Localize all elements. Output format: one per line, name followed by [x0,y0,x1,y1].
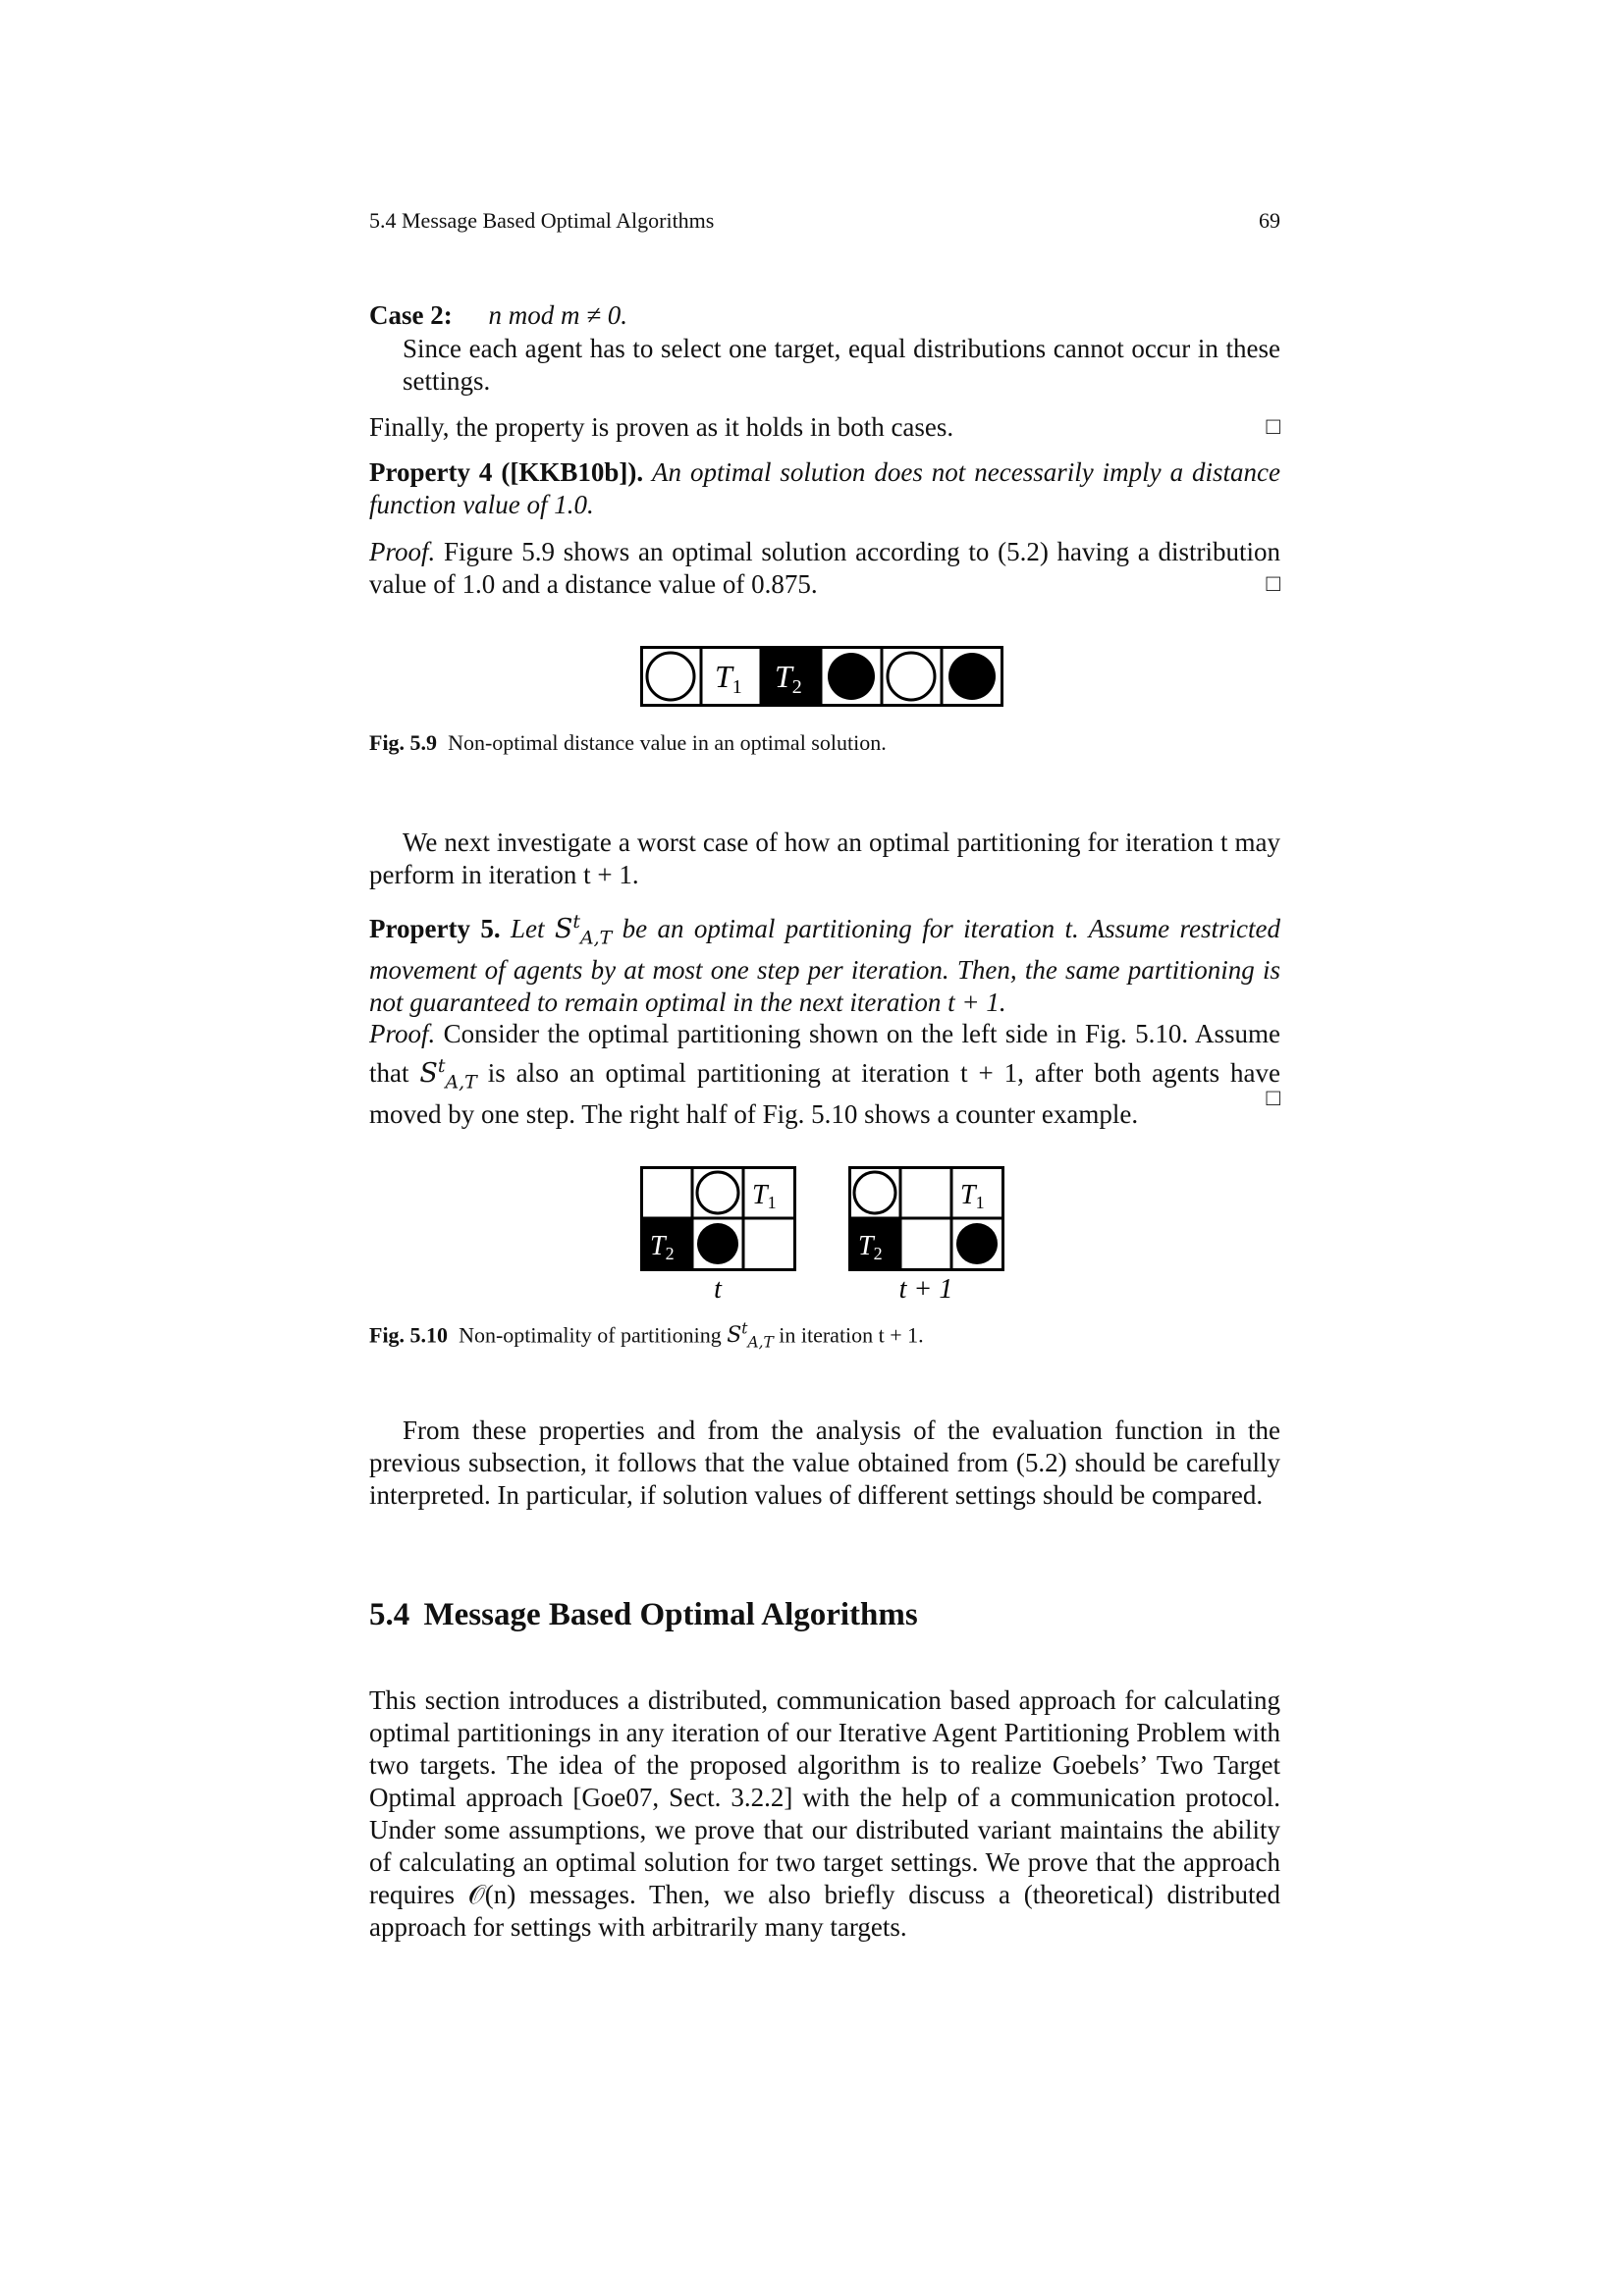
para-from [369,1415,1280,1512]
agent-empty-circle [888,653,935,700]
property5-line3: not guaranteed to remain optimal in the next iteration t + 1. [369,988,1006,1018]
agent-filled-circle [948,653,996,700]
fig510-caption: Fig. 5.10 Non-optimality of partitioning $S^t_{A,T}$ in iteration t + 1. [369,1320,924,1352]
property5-label: Property 5. [369,914,501,943]
section-line: optimal partitionings in any iteration of our Iterative Agent Partitioning Problem with [369,1718,1280,1747]
target1-label: T1 [960,1180,985,1212]
finally-paragraph [369,411,1280,444]
proof5-label: Proof. [369,1019,436,1048]
fig510-left-label: t [714,1274,722,1304]
fig59-caption-text: Non-optimal distance value in an optimal solution. [448,730,887,755]
para-next-line1: We next investigate a worst case of how an optimal partitioning for iteration t may [403,828,1280,857]
para-from-line3: interpreted. In particular, if solution values of different settings should be compared. [369,1480,1264,1510]
target2-label: T2 [650,1231,675,1263]
proof4 [369,536,1280,601]
target1-label: T1 [715,659,742,698]
property5-line2: movement of agents by at most one step per iteration. Then, the same partitioning is [369,955,1280,986]
section-line: requires 𝒪(n) messages. Then, we also briefly discuss a (theoretical) distributed [369,1880,1280,1909]
partition-symbol: $S^t_{A,T}$ [419,1055,477,1094]
fig59-caption [369,730,887,756]
case2-line2: settings. [403,366,491,396]
fig510-grids [640,1166,1009,1304]
para-from-line2: previous subsection, it follows that the value obtained from (5.2) should be carefully [369,1448,1280,1477]
target2-label: T2 [858,1231,883,1263]
qed-symbol: □ [1266,414,1280,440]
case2-label: Case 2: [369,300,453,330]
section-heading [369,1597,918,1633]
agent-empty-circle [697,1172,738,1213]
para-next-line2: perform in iteration t + 1. [369,860,639,889]
partition-symbol: $S^t_{A,T}$ [554,911,613,949]
case2-body [403,333,1280,398]
property5: Property 5. Let $S^t_{A,T}$ be an optimal partitioning for iteration t. Assume restricted movement of agents by at most one step per iteration. Then, the same partitioning is not guaranteed to remain optimal in the next iteration t + 1. [369,911,1280,1018]
proof5: Proof. Consider the optimal partitioning shown on the left side in Fig. 5.10. Assume that $S^t_{A,T}$ is also an optimal partitioning at iteration t + 1, after both agents have moved by one step. The right half of Fig. 5.10 shows a counter example. □ [369,1019,1280,1130]
property4-label: Property 4 ([KKB10b]). [369,457,644,487]
para-from-line1: From these properties and from the analysis of the evaluation function in the [403,1415,1280,1445]
section-line: of calculating an optimal solution for two target settings. We prove that the approach [369,1847,1280,1877]
section-line: approach for settings with arbitrarily many targets. [369,1912,907,1942]
header-section: 5.4 Message Based Optimal Algorithms [369,208,715,233]
section-line: This section introduces a distributed, communication based approach for calculating [369,1685,1280,1715]
target1-label: T1 [752,1180,777,1212]
page-number: 69 [1259,208,1280,233]
section-line: Optimal approach [Goe07, Sect. 3.2.2] with the help of a communication protocol. [369,1783,1280,1812]
agent-filled-circle [697,1223,738,1264]
agent-filled-circle [828,653,875,700]
case2-heading [369,299,1280,332]
partition-symbol: $S^t_{A,T}$ [727,1320,774,1352]
section-paragraph [369,1684,1280,1944]
agent-empty-circle [854,1172,895,1213]
proof4-line1: Figure 5.9 shows an optimal solution according to (5.2) having a distribution [444,537,1281,566]
proof5-line1: Consider the optimal partitioning shown on the left side in Fig. 5.10. Assume [443,1019,1280,1048]
figure-5-9 [640,646,1003,707]
property4-line2: function value of 1.0. [369,490,594,519]
fig59-caption-label: Fig. 5.9 [369,730,438,755]
running-header [369,208,1280,238]
section-title: Message Based Optimal Algorithms [423,1597,918,1632]
section-line: two targets. The idea of the proposed algorithm is to realize Goebels’ Two Target [369,1750,1280,1780]
agent-empty-circle [647,653,694,700]
section-line: Under some assumptions, we prove that our distributed variant maintains the ability [369,1815,1280,1844]
case2-formula: n mod m ≠ 0. [488,300,628,330]
para-next [369,827,1280,891]
proof5-line3: moved by one step. The right half of Fig. 5.10 shows a counter example. [369,1099,1139,1130]
proof4-label: Proof. [369,537,436,566]
fig510-right-label: t + 1 [898,1274,953,1304]
agent-filled-circle [956,1223,998,1264]
case2-line1: Since each agent has to select one target, equal distributions cannot occur in these [403,334,1280,363]
target2-label: T2 [775,659,802,698]
figure-5-10 [640,1166,1009,1304]
property4 [369,456,1280,521]
qed-symbol: □ [1266,1086,1280,1111]
fig510-caption-label: Fig. 5.10 [369,1322,449,1348]
fig510-right-grid [849,1167,1003,1270]
qed-symbol: □ [1266,571,1280,597]
finally-text: Finally, the property is proven as it holds in both cases. [369,412,954,442]
fig510-left-grid [641,1167,795,1270]
property4-line1: An optimal solution does not necessarily imply a distance [652,457,1280,487]
fig59-grid [640,646,1003,707]
proof4-line2: value of 1.0 and a distance value of 0.875. [369,569,818,599]
section-number: 5.4 [369,1597,410,1632]
